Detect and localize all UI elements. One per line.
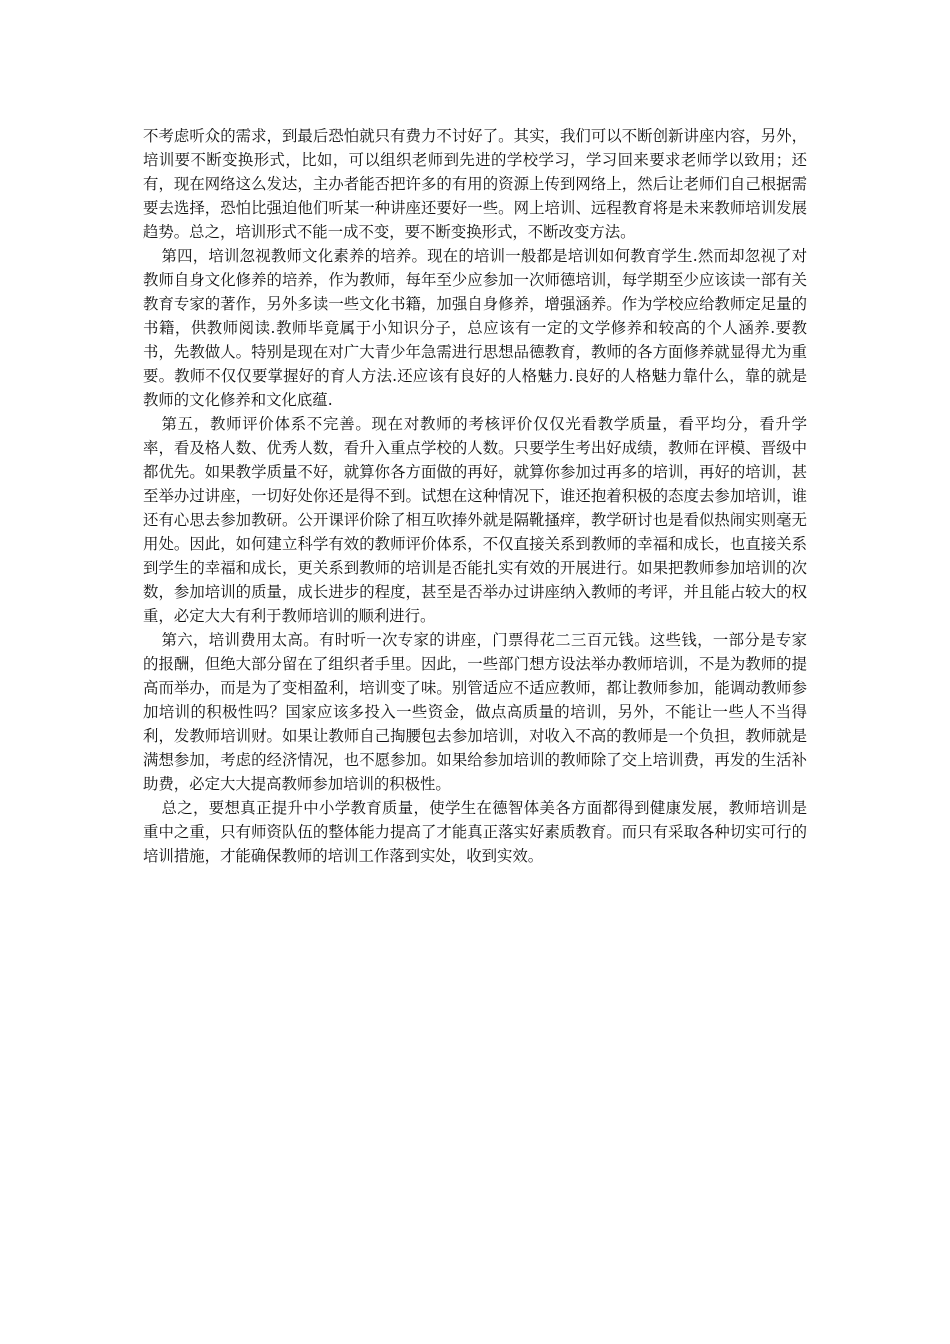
paragraph-sixth-point: 第六，培训费用太高。有时听一次专家的讲座，门票得花二三百元钱。这些钱，一部分是专家的报酬，但绝大部分留在了组织者手里。因此，一些部门想方设法举办教师培训，不是为教师的提高而举办，而是为了变相盈利，培训变了味。别管适应不适应教师，都让教师参加，能调动教师参加培训的积极性吗？国家应该多投入一些资金，做点高质量的培训，另外，不能让一些人不当得利，发教师培训财。如果让教师自己掏腰包去参加培训，对收入不高的教师是一个负担，教师就是满想参加，考虑的经济情况，也不愿参加。如果给参加培训的教师除了交上培训费，再发的生活补助费，必定大大提高教师参加培训的积极性。 [143,631,807,793]
paragraph-continuation: 不考虑听众的需求，到最后恐怕就只有费力不讨好了。其实，我们可以不断创新讲座内容，另外，培训要不断变换形式，比如，可以组织老师到先进的学校学习，学习回来要求老师学以致用；还有，现在网络这么发达，主办者能否把许多的有用的资源上传到网络上，然后让老师们自己根据需要去选择，恐怕比强迫他们听某一种讲座还要好一些。网上培训、远程教育将是未来教师培训发展趋势。总之，培训形式不能一成不变，要不断变换形式，不断改变方法。 [143,127,807,241]
paragraph-fourth-point: 第四，培训忽视教师文化素养的培养。现在的培训一般都是培训如何教育学生.然而却忽视了对教师自身文化修养的培养，作为教师，每年至少应参加一次师德培训，每学期至少应该读一部有关教育专家的著作，另外多读一些文化书籍，加强自身修养，增强涵养。作为学校应给教师定足量的书籍，供教师阅读.教师毕竟属于小知识分子，总应该有一定的文学修养和较高的个人涵养.要教书，先教做人。特别是现在对广大青少年急需进行思想品德教育，教师的各方面修养就显得尤为重要。教师不仅仅要掌握好的育人方法.还应该有良好的人格魅力.良好的人格魅力靠什么，靠的就是教师的文化修养和文化底蕴. [143,247,807,409]
paragraph-fifth-point: 第五，教师评价体系不完善。现在对教师的考核评价仅仅光看教学质量，看平均分，看升学率，看及格人数、优秀人数，看升入重点学校的人数。只要学生考出好成绩，教师在评模、晋级中都优先。如果教学质量不好，就算你各方面做的再好，就算你参加过再多的培训，再好的培训，甚至举办过讲座，一切好处你还是得不到。试想在这种情况下，谁还抱着积极的态度去参加培训，谁还有心思去参加教研。公开课评价除了相互吹捧外就是隔靴搔痒，教学研讨也是看似热闹实则毫无用处。因此，如何建立科学有效的教师评价体系，不仅直接关系到教师的幸福和成长，也直接关系到学生的幸福和成长，更关系到教师的培训是否能扎实有效的开展进行。如果把教师参加培训的次数，参加培训的质量，成长进步的程度，甚至是否举办过讲座纳入教师的考评，并且能占较大的权重，必定大大有利于教师培训的顺利进行。 [143,415,807,625]
paragraph-conclusion: 总之，要想真正提升中小学教育质量，使学生在德智体美各方面都得到健康发展，教师培训是重中之重，只有师资队伍的整体能力提高了才能真正落实好素质教育。而只有采取各种切实可行的培训措施，才能确保教师的培训工作落到实处，收到实效。 [143,799,807,865]
document-body [143,124,807,868]
